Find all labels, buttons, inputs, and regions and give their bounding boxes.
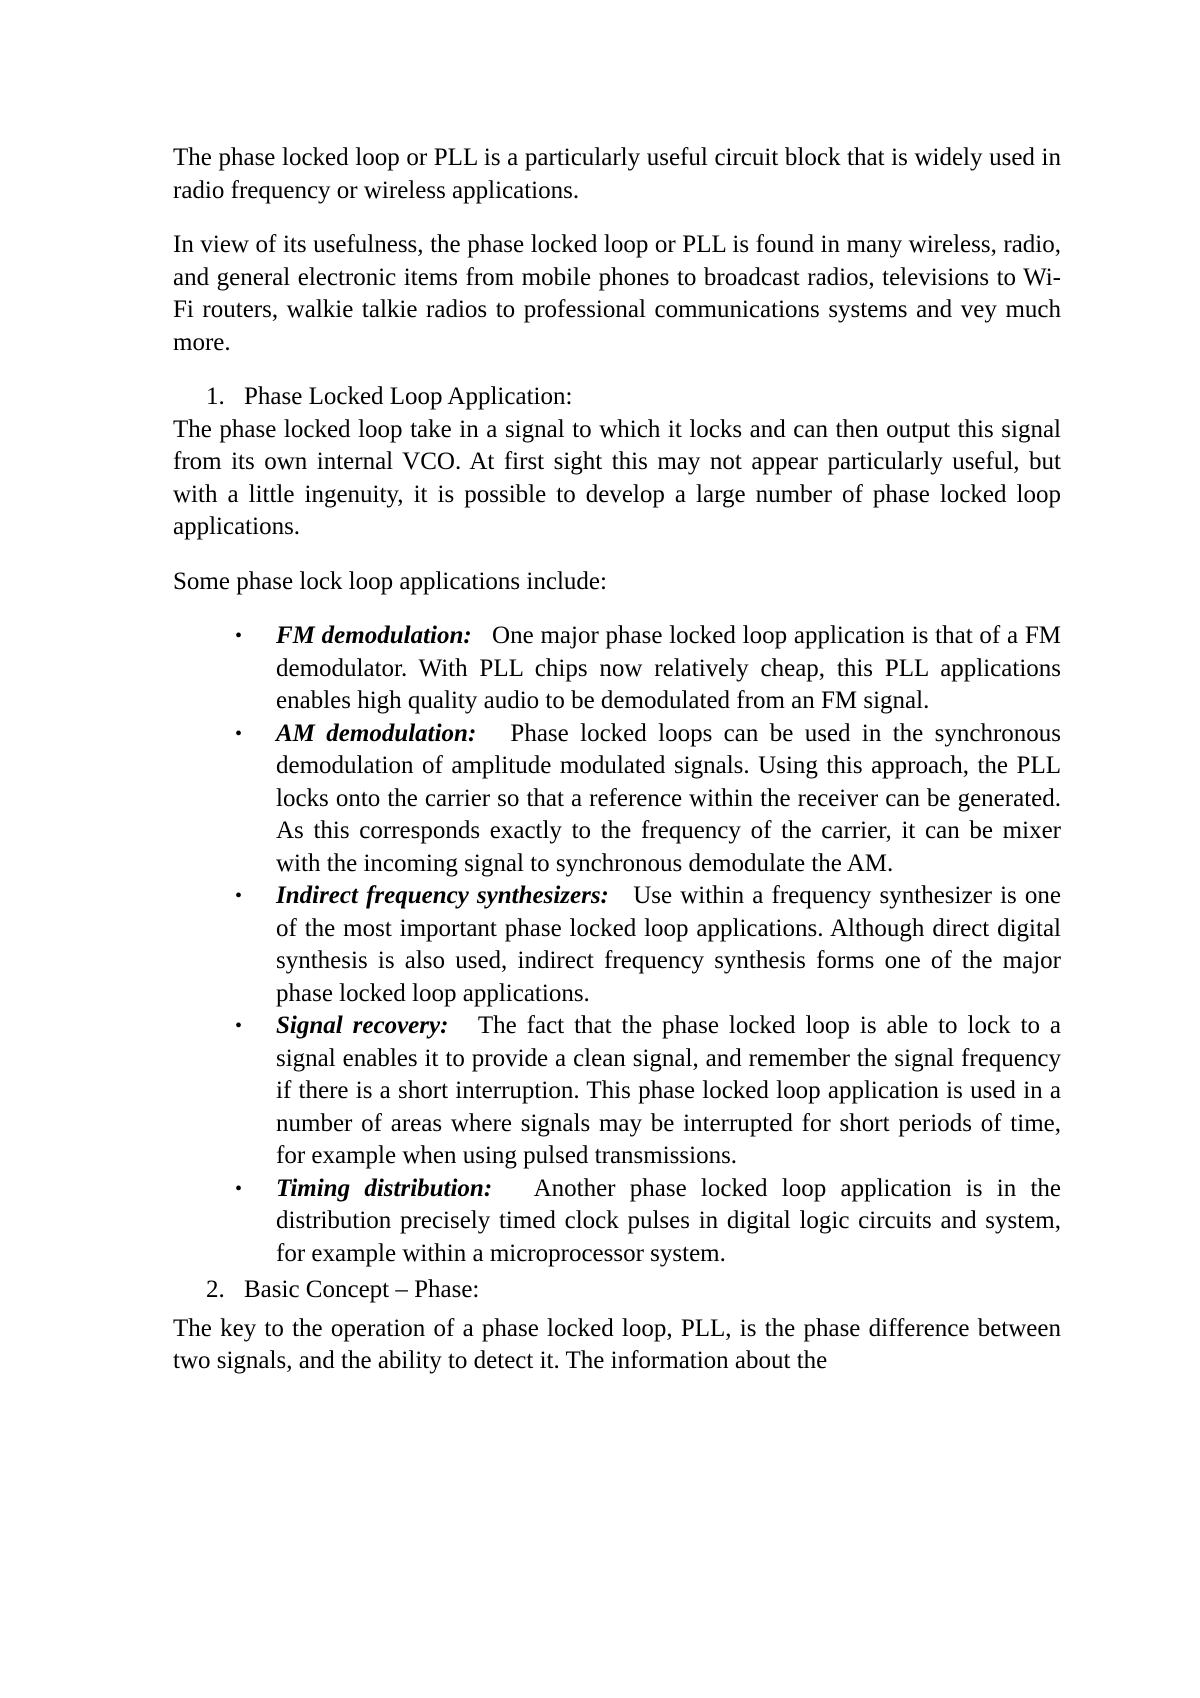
section-1-number: 1. [206, 383, 225, 410]
list-item [173, 620, 1061, 718]
bullet-icon: • [235, 722, 243, 745]
bullet-icon: • [235, 1015, 243, 1037]
section-2-paragraph-1: The key to the operation of a phase locked loop, PLL, is the phase difference between two signals, and the ability to detect it. The information about the [173, 1314, 1061, 1374]
item-term: FM demodulation: [276, 622, 472, 649]
item-text: Another phase locked loop application is in the distribution precisely timed clock pulses in digital logic circuits and system, for example within a microprocessor system. [276, 1174, 1062, 1267]
section-2-number: 2. [206, 1276, 225, 1303]
item-text: The fact that the phase locked loop is able to lock to a signal enables it to provide a clean signal, and remember the signal frequency if there is a short interruption. This phase locked loop application is used in a number of areas where signals may be interrupted for short periods of time, for example when using pulsed transmissions. [276, 1012, 1061, 1169]
bullet-icon: • [235, 1177, 243, 1200]
list-item [173, 718, 1061, 881]
intro-paragraph-2: In view of its usefulness, the phase locked loop or PLL is found in many wireless, radio, and general electronic items from mobile phones to broadcast radios, televisions to Wi-Fi routers, walkie talkie radios to professional communications systems and vey much more. [173, 231, 1061, 356]
section-1-paragraph-2: Some phase lock loop applications include: [173, 567, 607, 595]
intro-paragraph-1: The phase locked loop or PLL is a particularly useful circuit block that is widely used in radio frequency or wireless applications. [173, 144, 1061, 204]
section-1-heading [173, 381, 1061, 414]
item-text: One major phase locked loop application is that of a FM demodulator. With PLL chips now relatively cheap, this PLL applications enables high quality audio to be demodulated from an FM signal. [276, 622, 1062, 714]
list-item [173, 1173, 1061, 1271]
item-term: Signal recovery: [276, 1012, 449, 1039]
document-page [173, 142, 1061, 1400]
section-1-paragraph-1: The phase locked loop take in a signal to which it locks and can then output this signal from its own internal VCO. At first sight this may not appear particularly useful, but with a little ingenuity, it is possible to develop a large number of phase locked loop applications. [173, 415, 1061, 540]
item-term: Timing distribution: [276, 1174, 493, 1202]
bullet-icon: • [235, 625, 243, 647]
item-text: Phase locked loops can be used in the synchronous demodulation of amplitude modulated signals. Using this approach, the PLL locks onto the carrier so that a reference within the receiver can be generated. As this corresponds exactly to the frequency of the carrier, it can be mixer with the incoming signal to synchronous demodulate the AM. [276, 719, 1062, 877]
applications-list [173, 620, 1061, 1270]
item-term: AM demodulation: [276, 719, 477, 747]
list-item [173, 1010, 1061, 1173]
item-term: Indirect frequency synthesizers: [276, 882, 609, 909]
section-2-title: Basic Concept – Phase: [244, 1276, 480, 1303]
list-item [173, 880, 1061, 1010]
section-2-heading [173, 1274, 1061, 1307]
item-text: Use within a frequency synthesizer is one of the most important phase locked loop applications. Although direct digital synthesis is also used, indirect frequency synthesis forms one of the major phase locked loop applications. [276, 882, 1061, 1007]
section-1-title: Phase Locked Loop Application: [244, 383, 573, 410]
bullet-icon: • [235, 885, 243, 907]
